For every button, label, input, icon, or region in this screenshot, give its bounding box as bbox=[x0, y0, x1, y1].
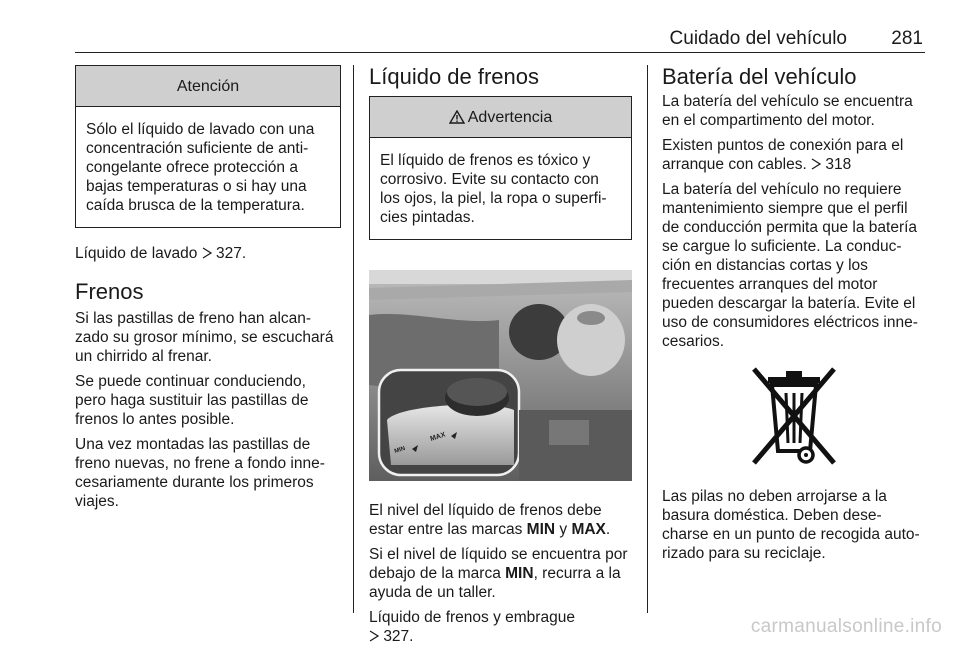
brake-fluid-heading: Líquido de frenos bbox=[369, 64, 540, 89]
page-header bbox=[75, 22, 925, 53]
column-divider-2 bbox=[647, 65, 648, 613]
warning-title: Advertencia bbox=[370, 97, 631, 138]
battery-heading: Batería del vehículo bbox=[662, 64, 857, 89]
min-label: MIN bbox=[393, 445, 407, 455]
warning-text: El líquido de frenos es tóxico y corrosivo. Evite su contacto con los ojos, la piel, la ropa o superfi- cies pintadas. bbox=[380, 152, 607, 226]
attention-title: Atención bbox=[76, 66, 340, 107]
brake-fluid-low-text: Si el nivel de líquido se encuentra por debajo de la marca MIN, recurra a la ayuda de un taller. bbox=[369, 546, 628, 601]
brake-fluid-reference: Líquido de frenos y embrague 327. bbox=[369, 609, 575, 645]
warning-box bbox=[369, 96, 632, 240]
brake-fluid-level-text: El nivel del líquido de frenos debe estar entre las marcas MIN y MAX. bbox=[369, 502, 611, 538]
column-left bbox=[75, 65, 341, 517]
battery-paragraph-4: Las pilas no deben arrojarse a la basura doméstica. Deben dese- charse en un punto de recogida auto- rizado para su reciclaje. bbox=[662, 488, 920, 562]
crossed-bin-icon bbox=[744, 363, 844, 473]
brakes-heading: Frenos bbox=[75, 279, 144, 304]
attention-text: Sólo el líquido de lavado con una concentración suficiente de anti- congelante ofrece protección a bajas temperaturas o si hay una caída brusca de la temperatura. bbox=[86, 121, 315, 214]
watermark: carmanualsonline.info bbox=[750, 616, 942, 637]
column-right bbox=[662, 65, 926, 569]
page-number: 281 bbox=[891, 28, 923, 49]
triangle-pointer-icon bbox=[202, 247, 212, 259]
brakes-paragraph-2: Se puede continuar conduciendo, pero haga sustituir las pastillas de frenos lo antes posible. bbox=[75, 373, 309, 428]
column-middle bbox=[369, 65, 632, 652]
battery-paragraph-3: La batería del vehículo no requiere mantenimiento siempre que el perfil de conducción permita que la batería se cargue lo suficiente. La conduc- ción en distancias cortas y los frecuentes arranques del motor pueden descargar la batería. Evite el uso de consumidores eléctricos inne- cesarios. bbox=[662, 181, 918, 350]
battery-paragraph-1: La batería del vehículo se encuentra en el compartimento del motor. bbox=[662, 93, 913, 129]
brake-fluid-reservoir-photo bbox=[369, 270, 632, 481]
triangle-pointer-icon bbox=[369, 630, 379, 642]
warning-triangle-icon bbox=[449, 110, 465, 124]
attention-box bbox=[75, 65, 341, 228]
brakes-paragraph-1: Si las pastillas de freno han alcan- zado su grosor mínimo, se escuchará un chirrido al frenar. bbox=[75, 310, 334, 365]
washer-fluid-reference: Líquido de lavado 327. bbox=[75, 245, 247, 262]
column-divider-1 bbox=[353, 65, 354, 613]
triangle-pointer-icon bbox=[811, 158, 821, 170]
max-label: MAX bbox=[429, 431, 447, 443]
section-title: Cuidado del vehículo bbox=[669, 28, 847, 49]
brakes-paragraph-3: Una vez montadas las pastillas de freno nuevas, no frene a fondo inne- cesariamente durante los primeros viajes. bbox=[75, 436, 325, 510]
battery-paragraph-2: Existen puntos de conexión para el arranque con cables. 318 bbox=[662, 137, 904, 173]
